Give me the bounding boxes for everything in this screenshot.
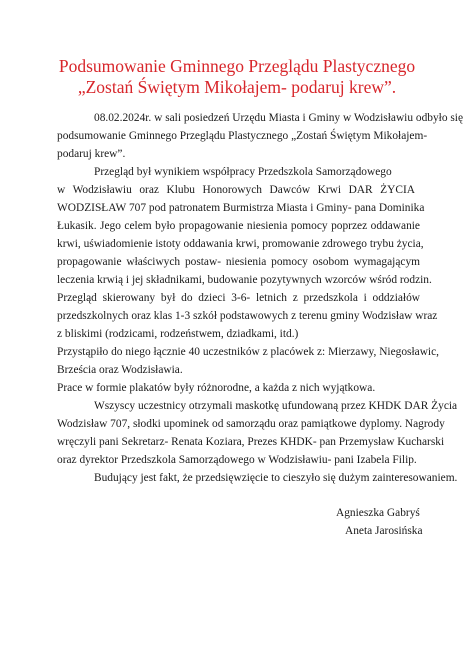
body-line: Brześcia oraz Wodzisławia. <box>57 364 183 376</box>
body-line: wręczyli pani Sekretarz- Renata Koziara, Prezes KHDK- pan Przemysław Kucharski <box>57 436 445 448</box>
document-title-line-1: Podsumowanie Gminnego Przeglądu Plastycznego <box>58 56 416 76</box>
body-line: Wszyscy uczestnicy otrzymali maskotkę ufundowaną przez KHDK DAR Życia <box>94 400 458 412</box>
body-line: podaruj krew”. <box>57 148 126 160</box>
body-line: propagowanie właściwych postaw- niesienia pomocy osobom wymagającym <box>57 256 420 268</box>
body-line: krwi, uświadomienie istoty oddawania krwi, promowanie zdrowego trybu życia, <box>57 238 424 250</box>
body-line: w Wodzisławiu oraz Klubu Honorowych Dawców Krwi DAR ŻYCIA <box>57 184 415 196</box>
body-line: leczenia krwią i jej składnikami, budowanie pozytywnych wzorców wśród rodzin. <box>57 274 432 286</box>
signature-name: Aneta Jarosińska <box>345 525 423 537</box>
body-line: Przystąpiło do niego łącznie 40 uczestników z placówek z: Mierzawy, Niegosławic, <box>57 346 439 358</box>
signature-name: Agnieszka Gabryś <box>336 507 420 519</box>
body-line: Budujący jest fakt, że przedsięwzięcie to cieszyło się dużym zainteresowaniem. <box>94 472 458 484</box>
body-line: oraz dyrektor Przedszkola Samorządowego w Wodzisławiu- pani Izabela Filip. <box>57 454 417 466</box>
body-line: WODZISŁAW 707 pod patronatem Burmistrza Miasta i Gminy- pana Dominika <box>57 202 425 214</box>
body-line: Wodzisław 707, słodki upominek od samorządu oraz pamiątkowe dyplomy. Nagrody <box>57 418 445 430</box>
body-line: podsumowanie Gminnego Przeglądu Plastycznego „Zostań Świętym Mikołajem- <box>57 130 428 142</box>
document-title-line-2: „Zostań Świętym Mikołajem- podaruj krew”. <box>77 77 397 97</box>
body-line: z bliskimi (rodzicami, rodzeństwem, dziadkami, itd.) <box>57 328 299 340</box>
body-line: Przegląd był wynikiem współpracy Przedszkola Samorządowego <box>94 166 392 178</box>
body-line: Prace w formie plakatów były różnorodne, a każda z nich wyjątkowa. <box>57 382 376 394</box>
body-line: Łukasik. Jego celem było propagowanie niesienia pomocy poprzez oddawanie <box>57 220 420 232</box>
body-line: Przegląd skierowany był do dzieci 3-6- letnich z przedszkola i oddziałów <box>57 292 420 304</box>
body-line: 08.02.2024r. w sali posiedzeń Urzędu Miasta i Gminy w Wodzisławiu odbyło się <box>94 112 464 124</box>
body-line: przedszkolnych oraz klas 1-3 szkół podstawowych z terenu gminy Wodzisław wraz <box>57 310 438 322</box>
